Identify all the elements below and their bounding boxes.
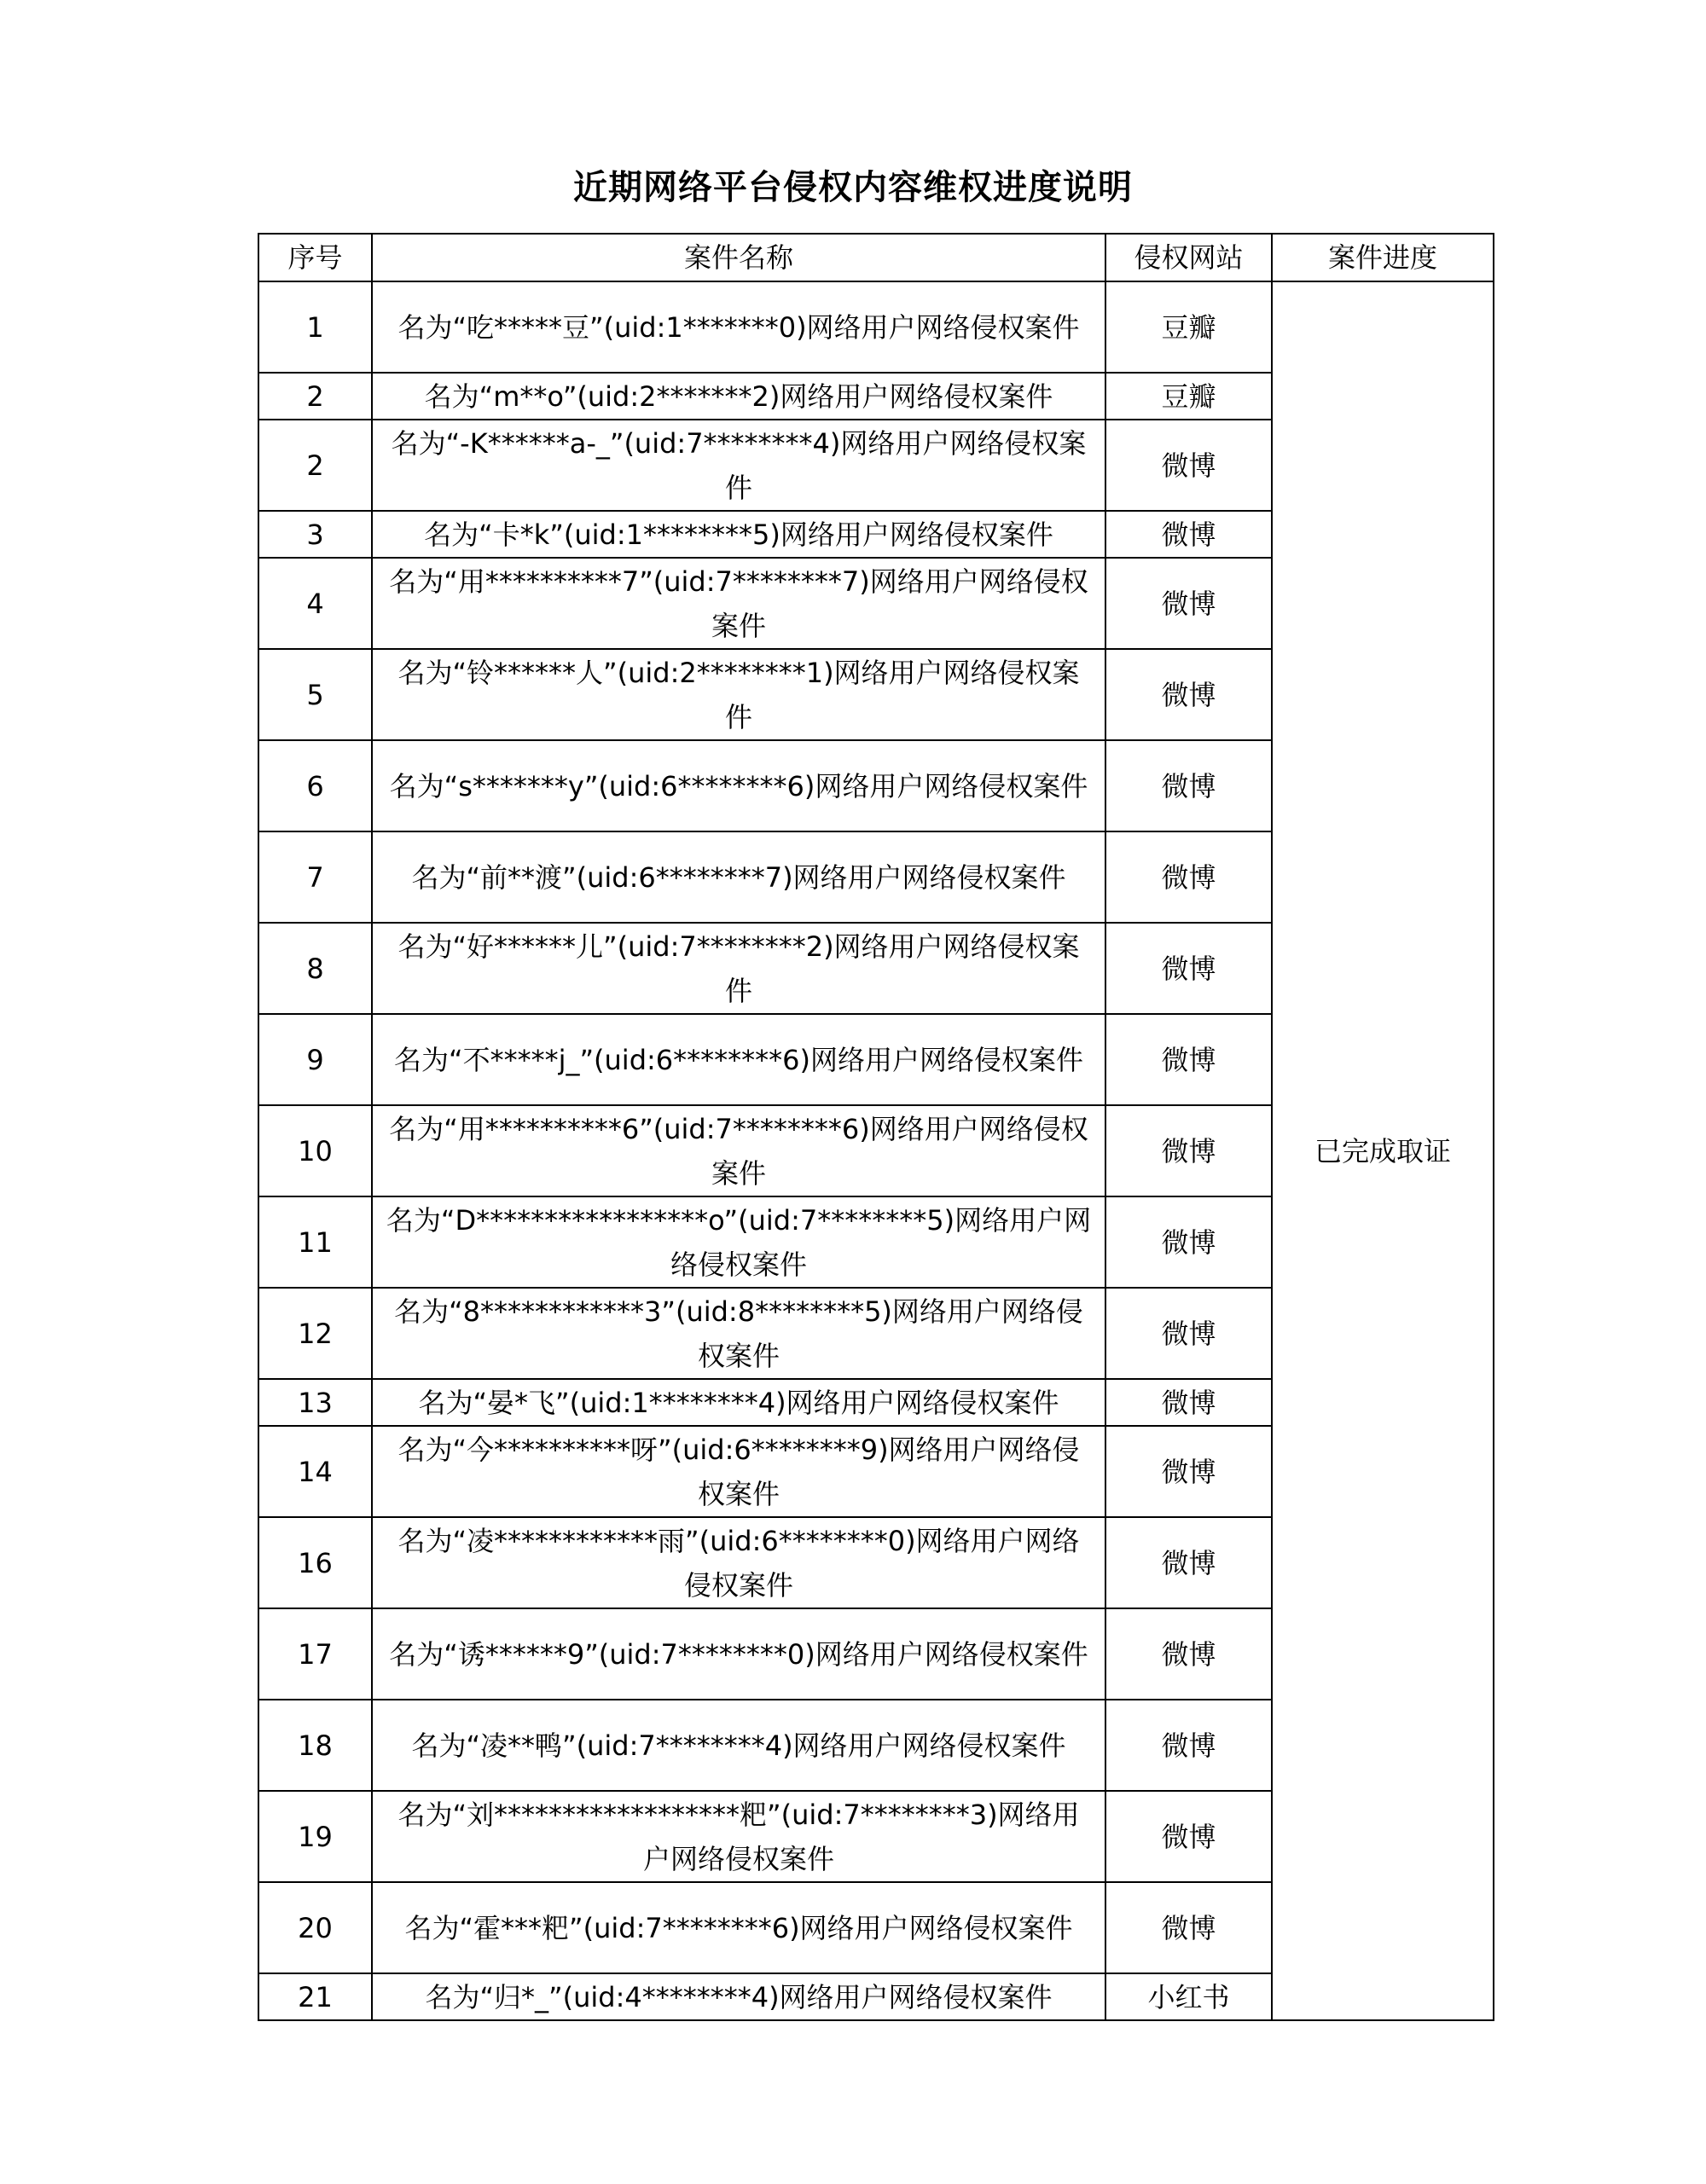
case-name: 名为“D*****************o”(uid:7********5)网络用户网络侵权案件 (372, 1196, 1105, 1288)
table-header-row (258, 234, 1494, 281)
infringing-site: 微博 (1105, 1014, 1272, 1105)
case-name: 名为“m**o”(uid:2*******2)网络用户网络侵权案件 (372, 373, 1105, 420)
infringing-site: 微博 (1105, 831, 1272, 923)
case-name: 名为“s*******y”(uid:6********6)网络用户网络侵权案件 (372, 740, 1105, 831)
infringing-site: 微博 (1105, 1379, 1272, 1426)
infringing-site: 微博 (1105, 1426, 1272, 1517)
infringing-site: 微博 (1105, 558, 1272, 649)
row-number: 18 (258, 1700, 372, 1791)
row-number: 13 (258, 1379, 372, 1426)
case-name: 名为“前**渡”(uid:6********7)网络用户网络侵权案件 (372, 831, 1105, 923)
case-name: 名为“凌**鸭”(uid:7********4)网络用户网络侵权案件 (372, 1700, 1105, 1791)
infringing-site: 微博 (1105, 1882, 1272, 1973)
case-name: 名为“不*****j_”(uid:6********6)网络用户网络侵权案件 (372, 1014, 1105, 1105)
row-number: 16 (258, 1517, 372, 1608)
row-number: 21 (258, 1973, 372, 2020)
infringing-site: 微博 (1105, 1517, 1272, 1608)
row-number: 7 (258, 831, 372, 923)
infringing-site: 豆瓣 (1105, 373, 1272, 420)
case-name: 名为“好******儿”(uid:7********2)网络用户网络侵权案件 (372, 923, 1105, 1014)
case-name: 名为“今**********呀”(uid:6********9)网络用户网络侵权案件 (372, 1426, 1105, 1517)
row-number: 17 (258, 1608, 372, 1700)
row-number: 5 (258, 649, 372, 740)
row-number: 2 (258, 420, 372, 511)
case-name: 名为“归*_”(uid:4********4)网络用户网络侵权案件 (372, 1973, 1105, 2020)
table-body (258, 281, 1494, 2020)
row-number: 2 (258, 373, 372, 420)
case-name: 名为“刘******************粑”(uid:7********3)网络用户网络侵权案件 (372, 1791, 1105, 1882)
row-number: 6 (258, 740, 372, 831)
case-name: 名为“霍***粑”(uid:7********6)网络用户网络侵权案件 (372, 1882, 1105, 1973)
case-name: 名为“晏*飞”(uid:1********4)网络用户网络侵权案件 (372, 1379, 1105, 1426)
case-progress-status: 已完成取证 (1272, 281, 1494, 2020)
case-name: 名为“用**********7”(uid:7********7)网络用户网络侵权案件 (372, 558, 1105, 649)
row-number: 20 (258, 1882, 372, 1973)
case-name: 名为“铃******人”(uid:2********1)网络用户网络侵权案件 (372, 649, 1105, 740)
infringing-site: 微博 (1105, 420, 1272, 511)
infringing-site: 微博 (1105, 1608, 1272, 1700)
page-title: 近期网络平台侵权内容维权进度说明 (573, 168, 1133, 207)
case-name: 名为“卡*k”(uid:1********5)网络用户网络侵权案件 (372, 511, 1105, 558)
infringing-site: 微博 (1105, 923, 1272, 1014)
row-number: 3 (258, 511, 372, 558)
row-number: 8 (258, 923, 372, 1014)
infringing-site: 豆瓣 (1105, 281, 1272, 373)
case-name: 名为“用**********6”(uid:7********6)网络用户网络侵权案件 (372, 1105, 1105, 1196)
row-number: 10 (258, 1105, 372, 1196)
infringing-site: 微博 (1105, 1196, 1272, 1288)
case-name: 名为“凌************雨”(uid:6********0)网络用户网络侵权案件 (372, 1517, 1105, 1608)
infringing-site: 微博 (1105, 511, 1272, 558)
infringing-site: 小红书 (1105, 1973, 1272, 2020)
row-number: 9 (258, 1014, 372, 1105)
row-number: 12 (258, 1288, 372, 1379)
infringing-site: 微博 (1105, 1288, 1272, 1379)
header-no: 序号 (258, 234, 372, 281)
row-number: 11 (258, 1196, 372, 1288)
row-number: 4 (258, 558, 372, 649)
case-name: 名为“吃*****豆”(uid:1*******0)网络用户网络侵权案件 (372, 281, 1105, 373)
row-number: 14 (258, 1426, 372, 1517)
table-row (258, 281, 1494, 373)
infringing-site: 微博 (1105, 649, 1272, 740)
row-number: 1 (258, 281, 372, 373)
case-name: 名为“8************3”(uid:8********5)网络用户网络侵权案件 (372, 1288, 1105, 1379)
infringing-site: 微博 (1105, 1105, 1272, 1196)
case-name: 名为“-K******a-_”(uid:7********4)网络用户网络侵权案件 (372, 420, 1105, 511)
row-number: 19 (258, 1791, 372, 1882)
infringing-site: 微博 (1105, 1791, 1272, 1882)
case-progress-table (258, 233, 1494, 2021)
infringing-site: 微博 (1105, 1700, 1272, 1791)
header-site: 侵权网站 (1105, 234, 1272, 281)
infringing-site: 微博 (1105, 740, 1272, 831)
header-case-name: 案件名称 (372, 234, 1105, 281)
header-progress: 案件进度 (1272, 234, 1494, 281)
case-name: 名为“诱******9”(uid:7********0)网络用户网络侵权案件 (372, 1608, 1105, 1700)
